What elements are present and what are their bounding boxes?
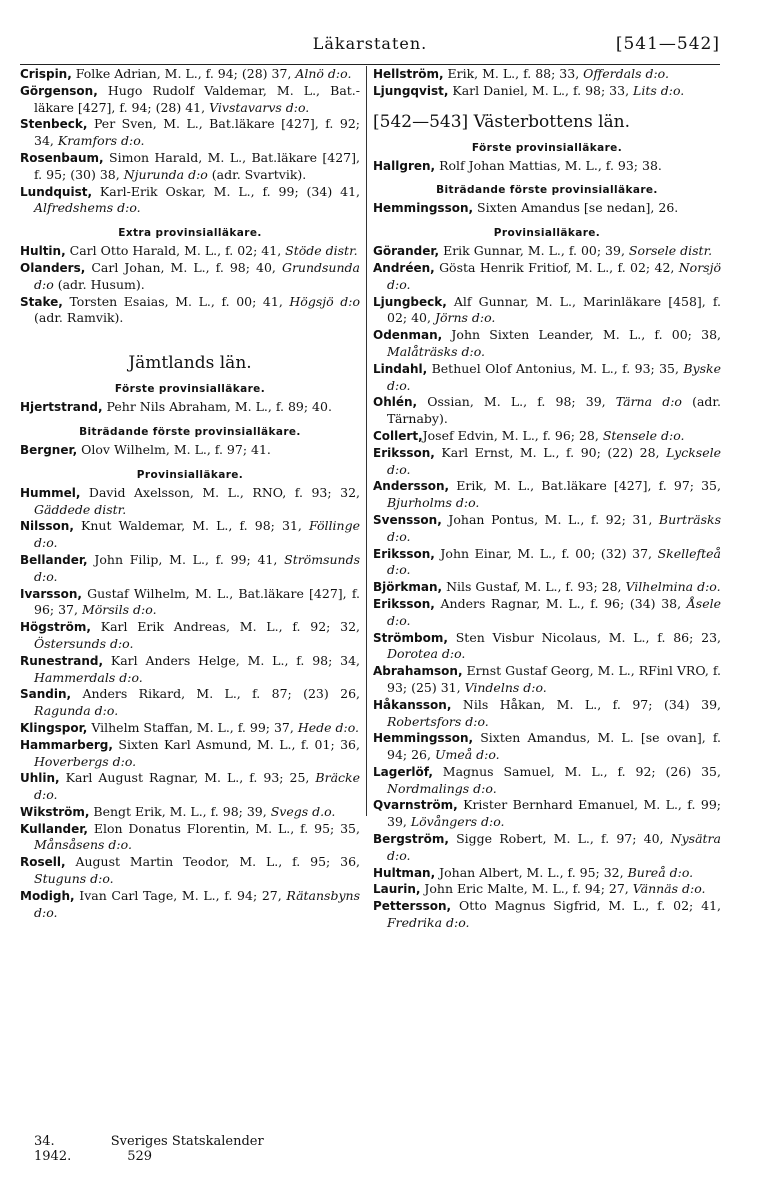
register-entry: [20, 888, 360, 922]
entry-name: Bergström,: [373, 832, 449, 847]
entry-name: Eriksson,: [373, 596, 435, 611]
entry-name: Eriksson,: [373, 445, 435, 460]
entry-name: Qvarnström,: [373, 798, 458, 813]
header-rule: [20, 64, 720, 65]
entry-list: [20, 243, 360, 327]
entry-name: Görander,: [373, 244, 440, 259]
entry-name: Björkman,: [373, 580, 443, 595]
entry-details: Olov Wilhelm, M. L., f. 97; 41.: [77, 441, 271, 457]
entry-name: Odenman,: [373, 328, 443, 343]
register-entry: [373, 831, 721, 865]
entry-details: Johan Pontus, M. L., f. 92; 31,: [441, 511, 659, 527]
category-heading: Provinsialläkare.: [136, 468, 244, 481]
entry-name: Sandin,: [20, 687, 72, 702]
register-entry: [20, 854, 360, 888]
entry-details: Sixten Amandus [se nedan], 26.: [473, 200, 679, 216]
entry-details: Sixten Amandus, M. L. [se ovan], f. 94; 26,: [387, 730, 721, 763]
register-entry: [373, 764, 721, 798]
entry-district: Vilhelmina d:o.: [625, 579, 721, 595]
register-entry: [20, 260, 360, 294]
entry-name: Olanders,: [20, 260, 86, 275]
entry-details: Karl August Ragnar, M. L., f. 93; 25,: [59, 770, 316, 786]
entry-note: (adr. Ramvik).: [34, 310, 124, 326]
category-heading: Biträdande förste provinsialläkare.: [79, 425, 301, 438]
entry-name: Andréen,: [373, 260, 435, 275]
entry-name: Hammarberg,: [20, 737, 113, 752]
entry-district: Lövångers d:o.: [410, 814, 505, 830]
register-entry: [373, 663, 721, 697]
entry-name: Nilsson,: [20, 519, 74, 534]
entry-district: Föllinge d:o.: [34, 518, 360, 551]
entry-details: John Filip, M. L., f. 99; 41,: [87, 551, 285, 567]
entry-name: Rosell,: [20, 855, 66, 870]
entry-details: Hugo Rudolf Valdemar, M. L., Bat.-läkare [427], f. 94; (28) 41,: [34, 82, 360, 115]
entry-name: Ohlén,: [373, 395, 418, 410]
register-entry: [20, 686, 360, 720]
entry-district: Bjurholms d:o.: [387, 495, 480, 511]
entry-district: Hede d:o.: [297, 719, 359, 735]
entry-details: John Einar, M. L., f. 00; (32) 37,: [434, 545, 658, 561]
entry-district: Nysätra d:o.: [387, 831, 721, 863]
entry-details: Karl Daniel, M. L., f. 98; 33,: [448, 82, 634, 98]
register-entry: [20, 737, 360, 771]
entry-name: Runestrand,: [20, 653, 104, 668]
entry-district: Gäddede distr.: [34, 501, 127, 517]
register-entry: [20, 619, 360, 653]
entry-name: Hellström,: [373, 67, 444, 81]
entry-name: Stake,: [20, 294, 63, 309]
entry-details: Pehr Nils Abraham, M. L., f. 89; 40.: [102, 399, 332, 415]
entry-note: (adr. Husum).: [53, 276, 145, 292]
entry-name: Hallgren,: [373, 158, 436, 173]
entry-name: Håkansson,: [373, 697, 452, 712]
entry-details: Rolf Johan Mattias, M. L., f. 93; 38.: [435, 157, 662, 173]
register-entry: [20, 485, 360, 519]
page-title: Läkarstaten.: [312, 34, 428, 53]
entry-name: Crispin,: [20, 67, 72, 81]
register-entry: [20, 116, 360, 150]
entry-details: Sigge Robert, M. L., f. 97; 40,: [448, 831, 671, 847]
footer-publication: Sveriges Statskalender 1942.: [34, 1134, 264, 1164]
register-entry: [373, 596, 721, 630]
register-entry: [20, 399, 360, 416]
register-entry: [373, 66, 721, 83]
entry-district: Bureå d:o.: [627, 864, 694, 880]
entry-details: Erik, M. L., f. 88; 33,: [443, 66, 584, 81]
entry-name: Görgenson,: [20, 83, 98, 98]
entry-list: [373, 158, 721, 175]
section-heading: [542—543] Västerbottens län.: [373, 111, 631, 132]
entry-details: Magnus Samuel, M. L., f. 92; (26) 35,: [432, 763, 721, 779]
register-entry: [20, 243, 360, 260]
register-entry: [20, 66, 360, 83]
register-entry: [373, 327, 721, 361]
register-entry: [373, 158, 721, 175]
entry-name: Hummel,: [20, 485, 81, 500]
entry-list: [373, 66, 721, 100]
register-entry: [373, 294, 721, 328]
entry-district: Lycksele d:o.: [387, 444, 721, 477]
entry-details: Alf Gunnar, M. L., Marinläkare [458], f. 02; 40,: [387, 293, 721, 326]
entry-district: Umeå d:o.: [434, 747, 500, 763]
entry-name: Pettersson,: [373, 899, 452, 914]
entry-district: Nordmalings d:o.: [387, 780, 497, 796]
entry-name: Kullander,: [20, 821, 88, 836]
register-entry: [373, 579, 721, 596]
entry-district: Jörns d:o.: [434, 310, 496, 326]
entry-district: Rätansbyns d:o.: [34, 887, 360, 920]
register-entry: [373, 200, 721, 217]
entry-district: Strömsunds d:o.: [34, 551, 360, 584]
entry-district: Åsele d:o.: [387, 595, 721, 628]
register-entry: [373, 630, 721, 664]
category-heading: Förste provinsialläkare.: [471, 141, 623, 154]
entry-details: Erik, M. L., Bat.läkare [427], f. 97; 35,: [449, 478, 721, 494]
register-entry: [373, 730, 721, 764]
entry-district: Offerdals d:o.: [583, 66, 669, 81]
entry-name: Bergner,: [20, 442, 78, 457]
category-heading: Extra provinsialläkare.: [118, 227, 262, 240]
entry-name: Hemmingsson,: [373, 731, 474, 746]
entry-name: Svensson,: [373, 512, 442, 527]
register-entry: [20, 294, 360, 328]
category-heading: Biträdande förste provinsialläkare.: [436, 184, 658, 197]
entry-name: Stenbeck,: [20, 117, 88, 132]
entry-district: Östersunds d:o.: [34, 635, 134, 651]
entry-district: Vivstavarvs d:o.: [209, 99, 310, 115]
entry-name: Strömbom,: [373, 630, 448, 645]
page-footer: [34, 1134, 434, 1164]
entry-district: Stensele d:o.: [602, 427, 685, 443]
entry-name: Hjertstrand,: [20, 400, 103, 415]
column-divider: [366, 66, 367, 816]
category-heading: Provinsialläkare.: [493, 227, 601, 240]
entry-name: Laurin,: [373, 882, 421, 897]
page-header: [20, 34, 720, 60]
entry-details: Erik Gunnar, M. L., f. 00; 39,: [439, 243, 629, 259]
register-entry: [373, 797, 721, 831]
register-entry: [373, 445, 721, 479]
entry-list: [20, 442, 360, 459]
entry-details: Gustaf Wilhelm, M. L., Bat.läkare [427], f. 96; 37,: [34, 585, 360, 618]
register-entry: [20, 821, 360, 855]
entry-district: Bräcke d:o.: [34, 770, 360, 803]
register-entry: [20, 720, 360, 737]
entry-details: Karl Anders Helge, M. L., f. 98; 34,: [103, 652, 360, 668]
entry-list: [20, 399, 360, 416]
footer-volume: 34.: [34, 1134, 55, 1149]
entry-details: Sten Visbur Nicolaus, M. L., f. 86; 23,: [447, 629, 721, 645]
register-entry: [20, 653, 360, 687]
entry-details: August Martin Teodor, M. L., f. 95; 36,: [65, 854, 360, 870]
entry-district: Norsjö d:o.: [387, 259, 721, 292]
entry-district: Skellefteå d:o.: [387, 545, 721, 578]
entry-name: Wikström,: [20, 804, 90, 819]
register-entry: [20, 804, 360, 821]
entry-district: Tärna d:o: [615, 394, 682, 410]
entry-name: Uhlin,: [20, 771, 60, 786]
entry-district: Vindelns d:o.: [464, 679, 547, 695]
register-entry: [373, 243, 721, 260]
entry-details: Ivan Carl Tage, M. L., f. 94; 27,: [74, 887, 287, 903]
register-entry: [20, 552, 360, 586]
entry-name: Andersson,: [373, 479, 450, 494]
entry-details: Otto Magnus Sigfrid, M. L., f. 02; 41,: [451, 898, 721, 914]
entry-details: Bethuel Olof Antonius, M. L., f. 93; 35,: [427, 360, 684, 376]
entry-details: Karl Ernst, M. L., f. 90; (22) 28,: [434, 444, 667, 460]
entry-list: [373, 200, 721, 217]
entry-name: Abrahamson,: [373, 664, 463, 679]
footer-page-number: 529: [127, 1149, 153, 1164]
entry-name: Lagerlöf,: [373, 764, 433, 779]
entry-district: Malåträsks d:o.: [387, 343, 486, 359]
entry-details: Carl Johan, M. L., f. 98; 40,: [85, 259, 282, 275]
entry-district: Hammerdals d:o.: [34, 669, 143, 685]
entry-note: (adr. Svartvik).: [207, 166, 307, 182]
entry-details: Torsten Esaias, M. L., f. 00; 41,: [62, 293, 290, 309]
entry-details: Knut Waldemar, M. L., f. 98; 31,: [73, 518, 310, 534]
register-entry: [373, 898, 721, 932]
register-entry: [373, 260, 721, 294]
entry-details: Per Sven, M. L., Bat.läkare [427], f. 92; 34,: [34, 116, 360, 149]
page-range: [541—542]: [615, 34, 720, 54]
entry-district: Månsåsens d:o.: [34, 837, 132, 853]
entry-name: Rosenbaum,: [20, 150, 104, 165]
entry-district: Burträsks d:o.: [387, 511, 721, 544]
entry-district: Högsjö d:o: [289, 293, 360, 309]
entry-details: Ernst Gustaf Georg, M. L., RFinl VRO, f. 93; (25) 31,: [387, 663, 721, 695]
entry-name: Eriksson,: [373, 546, 435, 561]
entry-name: Klingspor,: [20, 720, 88, 735]
register-entry: [373, 361, 721, 395]
entry-details: Gösta Henrik Fritiof, M. L., f. 02; 42,: [434, 259, 679, 275]
entry-name: Högström,: [20, 620, 91, 635]
register-entry: [20, 83, 360, 117]
entry-details: Folke Adrian, M. L., f. 94; (28) 37,: [71, 66, 296, 81]
entry-district: Hoverbergs d:o.: [34, 753, 137, 769]
entry-note: (adr. Tärnaby).: [387, 394, 721, 427]
entry-details: Nils Håkan, M. L., f. 97; (34) 39,: [451, 696, 721, 712]
entry-details: Johan Albert, M. L., f. 95; 32,: [435, 864, 628, 880]
entry-details: Ossian, M. L., f. 98; 39,: [417, 394, 616, 410]
entry-details: Krister Bernhard Emanuel, M. L., f. 99; 39,: [387, 797, 721, 830]
entry-details: Anders Ragnar, M. L., f. 96; (34) 38,: [434, 595, 687, 611]
entry-district: Vännäs d:o.: [632, 881, 706, 897]
section-heading: Jämtlands län.: [128, 353, 252, 374]
entry-name: Hemmingsson,: [373, 201, 474, 216]
entry-district: Stuguns d:o.: [34, 871, 114, 887]
register-entry: [20, 150, 360, 184]
entry-name: Ljungqvist,: [373, 83, 449, 98]
entry-details: David Axelsson, M. L., RNO, f. 93; 32,: [80, 484, 360, 500]
register-entry: [373, 546, 721, 580]
entry-list: [373, 243, 721, 932]
entry-details: John Eric Malte, M. L., f. 94; 27,: [420, 881, 633, 897]
entry-district: Kramfors d:o.: [57, 133, 145, 149]
entry-details: Sixten Karl Asmund, M. L., f. 01; 36,: [112, 736, 360, 752]
entry-details: Vilhelm Staffan, M. L., f. 99; 37,: [87, 719, 298, 735]
entry-name: Bellander,: [20, 552, 88, 567]
left-column: [20, 66, 360, 921]
entry-district: Stöde distr.: [285, 243, 358, 259]
entry-details: John Sixten Leander, M. L., f. 00; 38,: [442, 327, 721, 343]
entry-district: Sorsele distr.: [628, 243, 713, 259]
entry-details: Bengt Erik, M. L., f. 98; 39,: [89, 803, 271, 819]
register-entry: [373, 478, 721, 512]
entry-details: Karl-Erik Oskar, M. L., f. 99; (34) 41,: [92, 183, 360, 199]
entry-district: Mörsils d:o.: [81, 602, 157, 618]
entry-district: Alnö d:o.: [295, 66, 352, 81]
entry-district: Lits d:o.: [633, 82, 685, 98]
register-entry: [373, 83, 721, 100]
right-column: [373, 66, 721, 932]
register-entry: [20, 586, 360, 620]
register-entry: [20, 518, 360, 552]
entry-details: Elon Donatus Florentin, M. L., f. 95; 35,: [87, 820, 360, 836]
register-entry: [20, 770, 360, 804]
register-entry: [373, 697, 721, 731]
category-heading: Förste provinsialläkare.: [114, 383, 266, 396]
entry-details: Anders Rikard, M. L., f. 87; (23) 26,: [71, 686, 360, 702]
register-entry: [373, 512, 721, 546]
entry-name: Lundquist,: [20, 184, 93, 199]
entry-district: Robertsfors d:o.: [387, 713, 489, 729]
entry-name: Collert,: [373, 428, 423, 443]
entry-name: Ljungbeck,: [373, 294, 447, 309]
entry-district: Ragunda d:o.: [34, 703, 119, 719]
entry-district: Byske d:o.: [387, 360, 721, 393]
entry-name: Hultman,: [373, 865, 436, 880]
entry-district: Njurunda d:o: [123, 166, 208, 182]
register-entry: [373, 881, 721, 898]
entry-district: Fredrika d:o.: [387, 915, 470, 931]
register-entry: [373, 428, 721, 445]
entry-details: Carl Otto Harald, M. L., f. 02; 41,: [65, 243, 286, 259]
entry-district: Dorotea d:o.: [387, 646, 466, 662]
entry-district: Alfredshems d:o.: [34, 200, 141, 216]
entry-details: Karl Erik Andreas, M. L., f. 92; 32,: [90, 619, 360, 635]
entry-details: Josef Edvin, M. L., f. 96; 28,: [422, 427, 603, 443]
entry-district: Svegs d.o.: [270, 803, 336, 819]
register-entry: [20, 184, 360, 218]
entry-list: [20, 485, 360, 922]
entry-name: Lindahl,: [373, 361, 428, 376]
register-entry: [373, 394, 721, 428]
entry-details: Nils Gustaf, M. L., f. 93; 28,: [442, 579, 626, 595]
register-entry: [373, 865, 721, 882]
entry-list: [20, 66, 360, 217]
entry-name: Ivarsson,: [20, 586, 82, 601]
entry-details: Simon Harald, M. L., Bat.läkare [427], f. 95; (30) 38,: [34, 149, 360, 182]
register-entry: [20, 442, 360, 459]
entry-name: Hultin,: [20, 244, 66, 259]
entry-district: Grundsunda d:o: [34, 259, 360, 292]
entry-name: Modigh,: [20, 888, 75, 903]
